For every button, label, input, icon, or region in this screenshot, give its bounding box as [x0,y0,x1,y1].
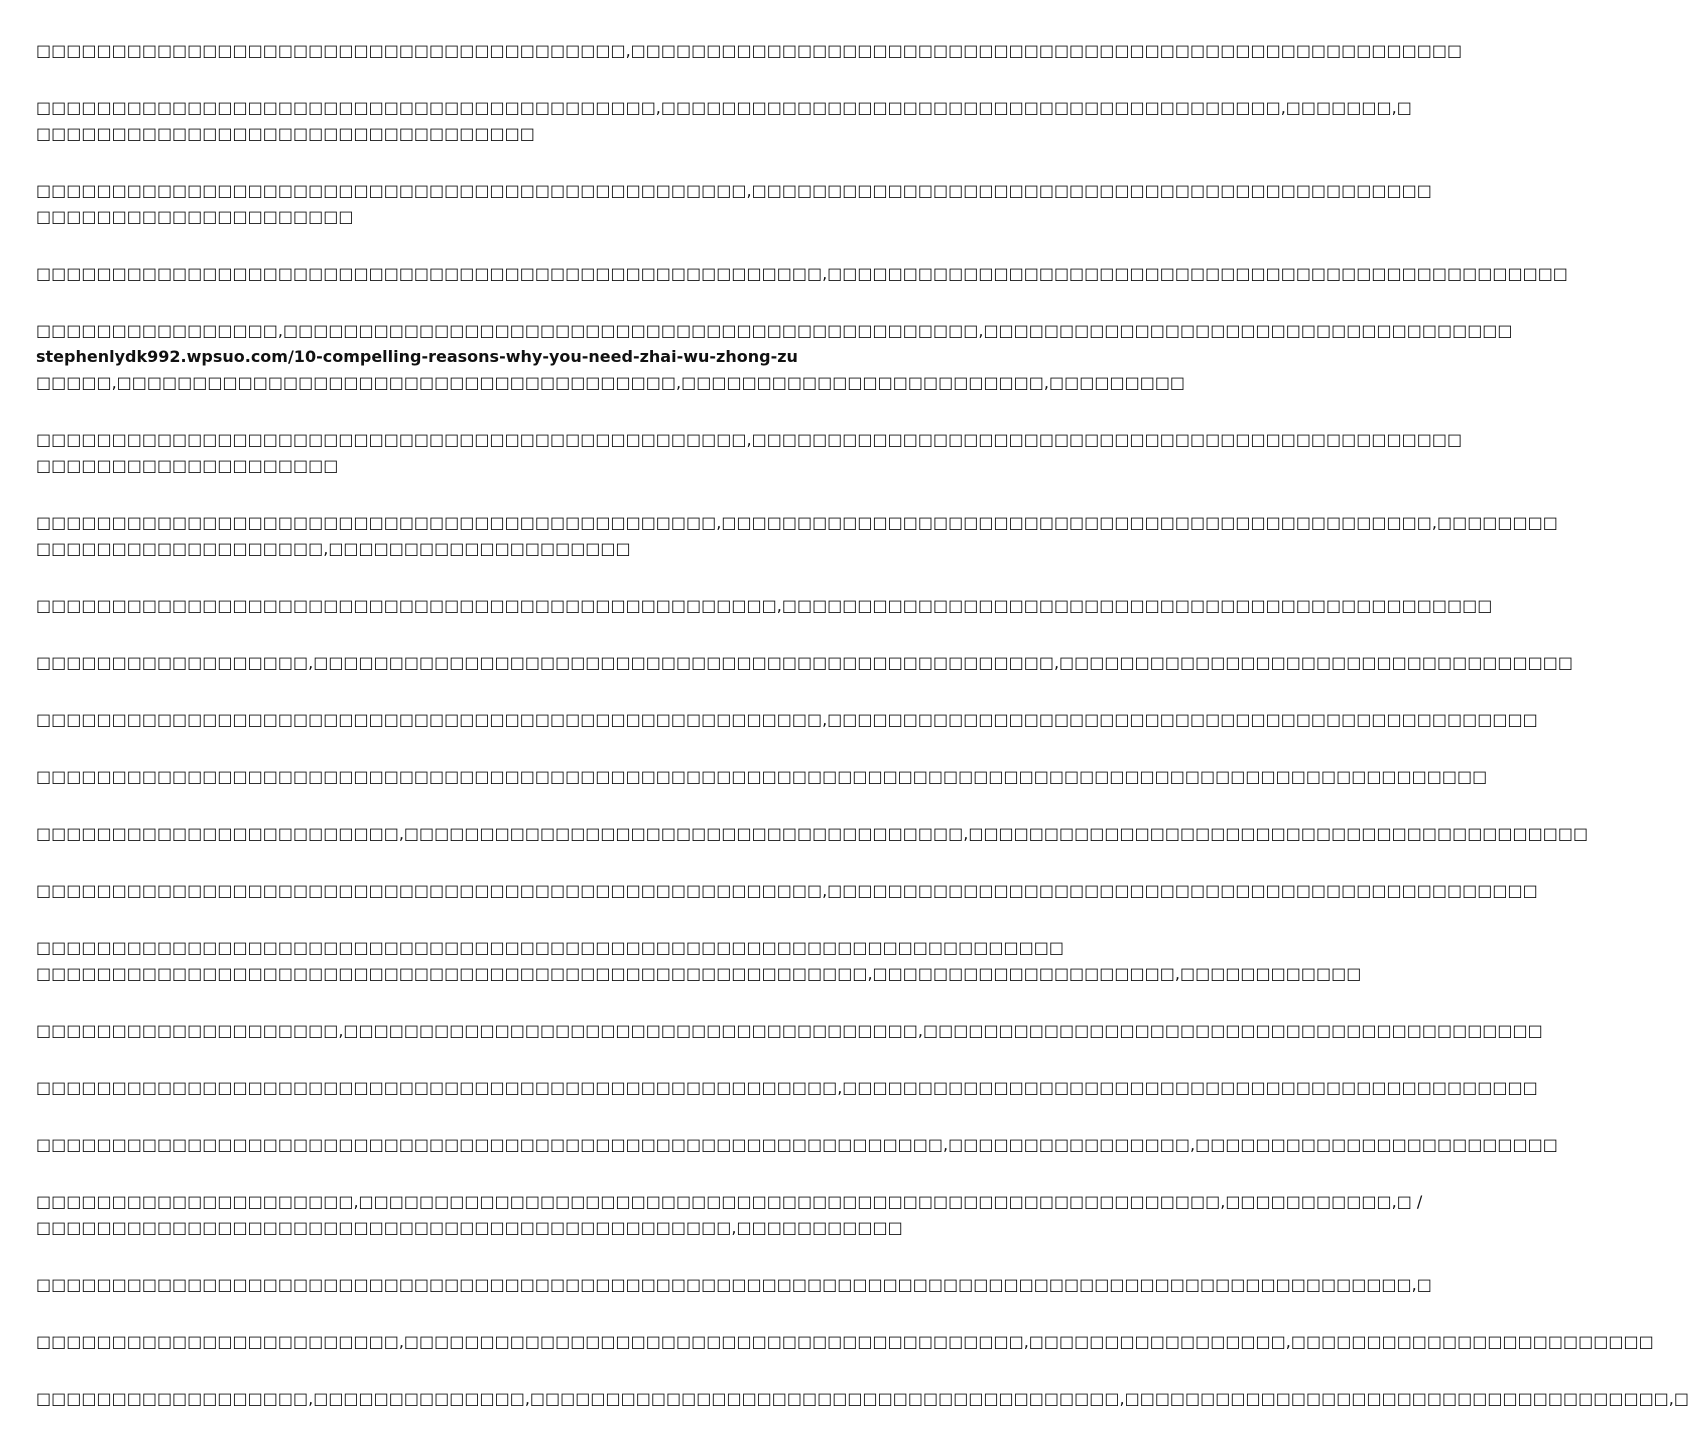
url-link[interactable]: stephenlydk992.wpsuo.com/10-compelling-reasons-why-you-need-zhai-wu-zhong-zu [36,347,798,366]
text-line: □□□□□□□□□□□□□□□□,□□□□□□□□□□□□□□□□□□□□□□□□□□□□□□□□□□□□□□□□□□□□□□,□□□□□□□□□□□□□□□□□□□□□□□□□□□□□□□□□□□ [36,321,1513,340]
text-paragraph [36,1386,1689,1412]
text-paragraph [36,935,1362,987]
text-paragraph [36,650,1574,676]
text-line: □□□□□,□□□□□□□□□□□□□□□□□□□□□□□□□□□□□□□□□□□□□,□□□□□□□□□□□□□□□□□□□□□□□□,□□□□□□□□□ [36,373,1186,392]
text-paragraph [36,1189,1423,1241]
text-line: □□□□□□□□□□□□□□□□□□□□□□□□,□□□□□□□□□□□□□□□□□□□□□□□□□□□□□□□□□□□□□,□□□□□□□□□□□□□□□□□□□□□□□□□□□□□□□□□□□□□□□□□ [36,824,1589,843]
text-line: □□□□□□□□□□□□□□□□□□□□□□□□□□□□□□□□□□□□□□□□□□□□□□□□□□□□□□□□□□□□□□□□□□□□□□□□□□□□□□□□□□□□□□□□□□□□□□□□ [36,767,1488,786]
text-paragraph [36,178,1432,230]
text-paragraph [36,821,1589,847]
text-line: □□□□□□□□□□□□□□□□□□□□□ [36,207,354,226]
text-paragraph [36,1329,1654,1355]
text-line: □□□□□□□□□□□□□□□□□□□□□□□□□□□□□□□□□□□□□□□□□□□□□□□□□□□□□□□□□□□□,□□□□□□□□□□□□□□□□,□□□□□□□□□□□□□□□□□□□□□□□□ [36,1135,1558,1154]
text-line: □□□□□□□□□□□□□□□□□□□□□□□□□□□□□□□□□□□□□□□□□□□□□□□□□□□□□□□,□□□□□□□□□□□□□□□□□□□□,□□□□□□□□□□□□ [36,964,1362,983]
text-line: □□□□□□□□□□□□□□□□□□,□□□□□□□□□□□□□□□□□□□□□□□□□□□□□□□□□□□□□□□□□□□□□□□□□,□□□□□□□□□□□□□□□□□□□□□□□□□□□□□□□□□□ [36,653,1574,672]
text-line: □□□□□□□□□□□□□□□□□□□□ [36,456,339,475]
text-line: □□□□□□□□□□□□□□□□□□□□□□□□□□□□□□□□□□□□□□□□□□□□□,□□□□□□□□□□□□□□□□□□□□□□□□□□□□□□□□□□□□□□□□□□□□□□□,□□□□□□□□ [36,513,1558,532]
text-paragraph [36,1018,1543,1044]
text-paragraph [36,261,1568,287]
text-paragraph [36,878,1538,904]
text-line: □□□□□□□□□□□□□□□□□□□□□□□□□□□□□□□□□□□□□□□□□□□□□□□□□,□□□□□□□□□□□□□□□□□□□□□□□□□□□□□□□□□□□□□□□□□□□□□□□ [36,596,1493,615]
text-paragraph [36,764,1488,790]
text-line: □□□□□□□□□□□□□□□□□□□□,□□□□□□□□□□□□□□□□□□□□□□□□□□□□□□□□□□□□□□,□□□□□□□□□□□□□□□□□□□□□□□□□□□□□□□□□□□□□□□□□ [36,1021,1543,1040]
text-line: □□□□□□□□□□□□□□□□□□□□□□□□□□□□□□□□□□□□□□□□□□□□□□□□□□□□□,□□□□□□□□□□□□□□□□□□□□□□□□□□□□□□□□□□□□□□□□□□□□□□ [36,1078,1538,1097]
text-line: □□□□□□□□□□□□□□□□□□□□□□□□,□□□□□□□□□□□□□□□□□□□□□□□□□□□□□□□□□□□□□□□□□,□□□□□□□□□□□□□□□□□,□□□□□□□□□□□□□□□□□□□□□□□□ [36,1332,1654,1351]
text-paragraph [36,1075,1538,1101]
text-paragraph [36,593,1493,619]
text-paragraph [36,510,1558,562]
text-line: □□□□□□□□□□□□□□□□□□□□□□□□□□□□□□□□□□□□□□□□□□□□□□□□□□□□,□□□□□□□□□□□□□□□□□□□□□□□□□□□□□□□□□□□□□□□□□□□□□□□ [36,710,1538,729]
text-paragraph [36,95,1412,147]
text-paragraph [36,427,1463,479]
text-line: □□□□□□□□□□□□□□□□□□□,□□□□□□□□□□□□□□□□□□□□ [36,539,631,558]
text-line: □□□□□□□□□□□□□□□□□□□□□□□□□□□□□□□□□□□□□□□□□□□□□□□□□□□□,□□□□□□□□□□□□□□□□□□□□□□□□□□□□□□□□□□□□□□□□□□□□□□□ [36,881,1538,900]
text-paragraph [36,318,1513,396]
text-line: □□□□□□□□□□□□□□□□□□□□□□□□□□□□□□□□□ [36,124,535,143]
text-line: □□□□□□□□□□□□□□□□□□□□□□□□□□□□□□□□□□□□□□□□□,□□□□□□□□□□□□□□□□□□□□□□□□□□□□□□□□□□□□□□□□□,□□□□□□□,□ [36,98,1412,117]
text-line: □□□□□□□□□□□□□□□□□□□□□□□□□□□□□□□□□□□□□□□□□□□□□□□,□□□□□□□□□□□□□□□□□□□□□□□□□□□□□□□□□□□□□□□□□□□□□ [36,181,1432,200]
text-line: □□□□□□□□□□□□□□□□□□□□□□□□□□□□□□□□□□□□□□□□□□□□□□□□□□□□□□□□□□□□□□□□□□□□ [36,938,1064,957]
document-body [36,38,1689,1443]
text-line: □□□□□□□□□□□□□□□□□□□□□□□□□□□□□□□□□□□□□□□□□□□□□□□□□□□□□□□□□□□□□□□□□□□□□□□□□□□□□□□□□□□□□□□□□□□,□ [36,1275,1432,1294]
text-paragraph [36,1272,1432,1298]
text-paragraph [36,707,1538,733]
text-line: □□□□□□□□□□□□□□□□□□□□□□□□□□□□□□□□□□□□□□□□□□□□□□□□□□□□,□□□□□□□□□□□□□□□□□□□□□□□□□□□□□□□□□□□□□□□□□□□□□□□□□ [36,264,1568,283]
text-line: □□□□□□□□□□□□□□□□□□□□□,□□□□□□□□□□□□□□□□□□□□□□□□□□□□□□□□□□□□□□□□□□□□□□□□□□□□□□□□□,□□□□□□□□□□□,□ / [36,1192,1423,1211]
text-line: □□□□□□□□□□□□□□□□□□□□□□□□□□□□□□□□□□□□□□□□□□□□□□,□□□□□□□□□□□ [36,1218,903,1237]
text-line: □□□□□□□□□□□□□□□□□□□□□□□□□□□□□□□□□□□□□□□□□□□□□□□,□□□□□□□□□□□□□□□□□□□□□□□□□□□□□□□□□□□□□□□□□□□□□□□ [36,430,1463,449]
text-line: □□□□□□□□□□□□□□□□□□,□□□□□□□□□□□□□□,□□□□□□□□□□□□□□□□□□□□□□□□□□□□□□□□□□□□□□□,□□□□□□□□□□□□□□□□□□□□□□□□□□□□□□□□□□□□,□ [36,1389,1689,1408]
text-line: □□□□□□□□□□□□□□□□□□□□□□□□□□□□□□□□□□□□□□□,□□□□□□□□□□□□□□□□□□□□□□□□□□□□□□□□□□□□□□□□□□□□□□□□□□□□□□□ [36,41,1463,60]
text-paragraph [36,38,1463,64]
text-paragraph [36,1132,1558,1158]
